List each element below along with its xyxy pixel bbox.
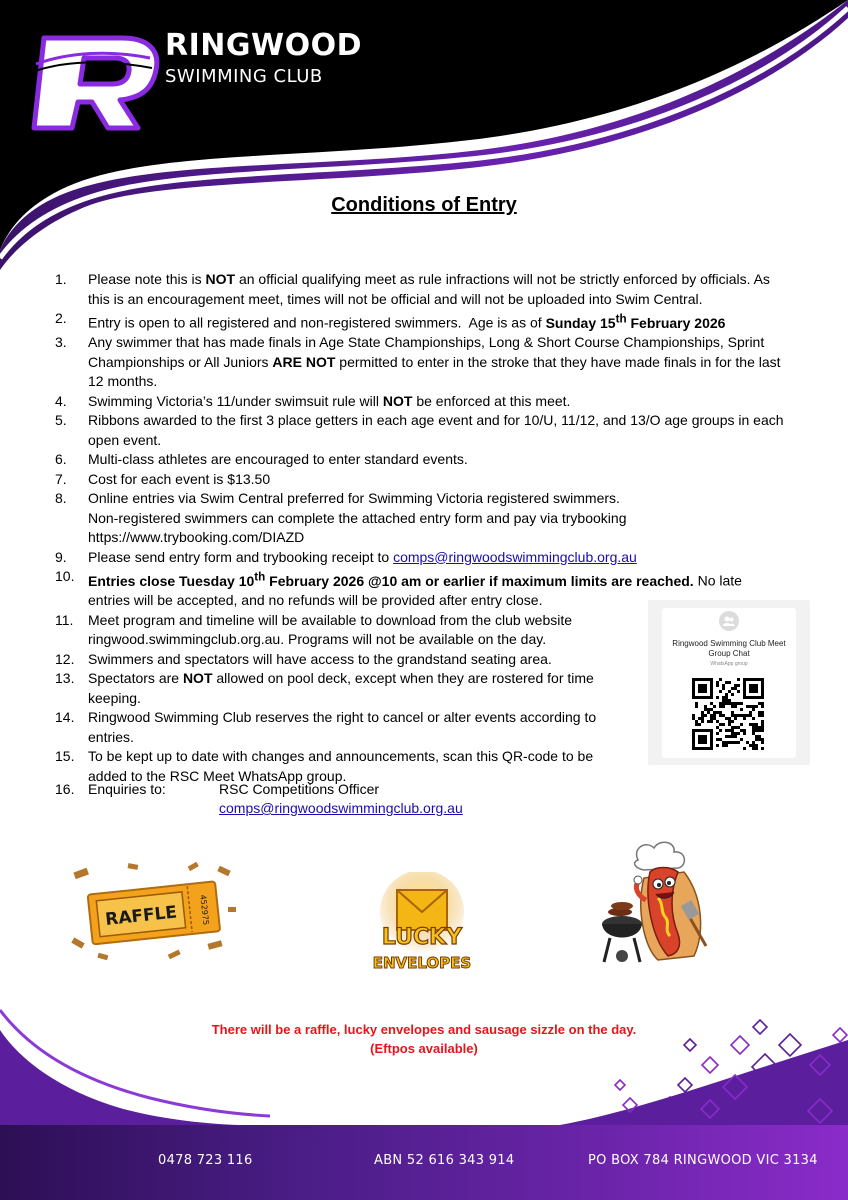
condition-number: 11. <box>55 611 74 628</box>
condition-number: 7. <box>55 470 67 487</box>
condition-text: Entry is open to all registered and non-registered swimmers. Age is as of Sunday 15th February 2026 <box>88 312 726 331</box>
raffle-ticket-image <box>68 862 238 962</box>
qr-card-inner <box>662 608 796 758</box>
condition-number: 8. <box>55 490 67 507</box>
sausage-sizzle-image <box>598 838 723 973</box>
condition-item <box>55 669 613 708</box>
condition-text: Spectators are NOT allowed on pool deck, except when they are rostered for time keeping. <box>88 670 594 706</box>
enquiries-contact: RSC Competitions Officer <box>219 781 380 797</box>
condition-text: Online entries via Swim Central preferred for Swimming Victoria registered swimmers. Non-registered swimmers can complete the attached entry form and pay via trybooking https://www.trybooking.com/DIAZD <box>88 490 627 546</box>
condition-item <box>55 470 785 490</box>
footer-address: PO BOX 784 RINGWOOD VIC 3134 <box>588 1153 818 1168</box>
condition-item <box>55 333 785 392</box>
footer-phone: 0478 723 116 <box>158 1153 253 1168</box>
qr-card-subtitle: WhatsApp group <box>710 661 748 667</box>
condition-item <box>55 489 785 548</box>
condition-number: 14. <box>55 709 75 726</box>
condition-text: Swimming Victoria’s 11/under swimsuit rule will NOT be enforced at this meet. <box>88 392 571 409</box>
footer-note-line1: There will be a raffle, lucky envelopes and sausage sizzle on the day. <box>211 1022 637 1037</box>
condition-text: To be kept up to date with changes and announcements, scan this QR-code to be added to the RSC Meet WhatsApp group. <box>88 748 594 784</box>
condition-text: Please note this is NOT an official qualifying meet as rule infractions will not be strictly enforced by officials. As this is an encouragement meet, times will not be official and will not be uploaded into Swim Central. <box>88 271 770 307</box>
condition-text: Please send entry form and trybooking receipt to comps@ringwoodswimmingclub.org.au <box>88 548 637 565</box>
raffle-number: 452975 <box>198 894 211 926</box>
condition-text: Multi-class athletes are encouraged to enter standard events. <box>88 451 468 468</box>
condition-item <box>55 309 785 333</box>
raffle-label: RAFFLE <box>104 902 178 930</box>
condition-text: Swimmers and spectators will have access to the grandstand seating area. <box>88 650 552 667</box>
group-avatar-icon <box>719 611 739 631</box>
footer-note-line2: (Eftpos available) <box>370 1041 478 1056</box>
lucky-word: LUCKY <box>381 925 463 950</box>
condition-text: Ringwood Swimming Club reserves the right to cancel or alter events according to entries. <box>88 709 597 745</box>
condition-item <box>55 650 613 670</box>
condition-text: Meet program and timeline will be available to download from the club website ringwood.swimmingclub.org.au. Programs will not be available on the day. <box>88 611 573 648</box>
whatsapp-qr-card[interactable] <box>648 600 810 765</box>
footer-abn: ABN 52 616 343 914 <box>374 1153 515 1168</box>
condition-item <box>55 450 785 470</box>
email-link[interactable]: comps@ringwoodswimmingclub.org.au <box>393 548 637 565</box>
condition-number: 2. <box>55 310 67 326</box>
condition-number: 9. <box>55 548 67 565</box>
condition-number: 6. <box>55 451 67 468</box>
condition-text: Any swimmer that has made finals in Age State Championships, Long & Short Course Championships, Sprint Championships or All Juniors ARE NOT permitted to enter in the stroke that they have made finals in for the last 12 months. <box>88 334 781 390</box>
condition-number: 4. <box>55 392 67 409</box>
envelopes-word: ENVELOPES <box>372 954 472 972</box>
club-subtitle: SWIMMING CLUB <box>165 66 323 87</box>
enquiries-label: Enquiries to: <box>88 781 166 797</box>
condition-item <box>55 708 613 747</box>
condition-item <box>55 611 613 650</box>
condition-number: 15. <box>55 748 75 765</box>
condition-number: 12. <box>55 650 75 667</box>
lucky-envelopes-image <box>365 872 480 980</box>
condition-number: 10. <box>55 568 75 585</box>
condition-text: Ribbons awarded to the first 3 place getters in each age event and for 10/U, 11/12, and 13/O age groups in each open event. <box>88 412 784 448</box>
enquiries-number: 16. <box>55 781 75 797</box>
qr-card-title: Ringwood Swimming Club Meet Group Chat <box>672 639 786 658</box>
condition-item <box>55 548 785 568</box>
condition-item <box>55 392 785 412</box>
condition-number: 1. <box>55 271 67 287</box>
enquiries-email-link[interactable]: comps@ringwoodswimmingclub.org.au <box>219 800 463 816</box>
diamond-pattern <box>590 1015 848 1127</box>
condition-number: 13. <box>55 670 75 687</box>
condition-text: Entries close Tuesday 10th February 2026 @10 am or earlier if maximum limits are reached. No late entries will be accepted, and no refunds will be provided after entry close. <box>88 570 742 609</box>
club-name: RINGWOOD <box>165 28 362 63</box>
header-banner <box>0 0 848 270</box>
condition-item <box>55 411 785 450</box>
condition-number: 3. <box>55 334 67 351</box>
qr-code-icon <box>692 678 764 750</box>
condition-number: 5. <box>55 412 67 429</box>
page-title: Conditions of Entry <box>331 194 517 216</box>
condition-text: Cost for each event is $13.50 <box>88 470 271 487</box>
condition-item <box>55 270 785 309</box>
